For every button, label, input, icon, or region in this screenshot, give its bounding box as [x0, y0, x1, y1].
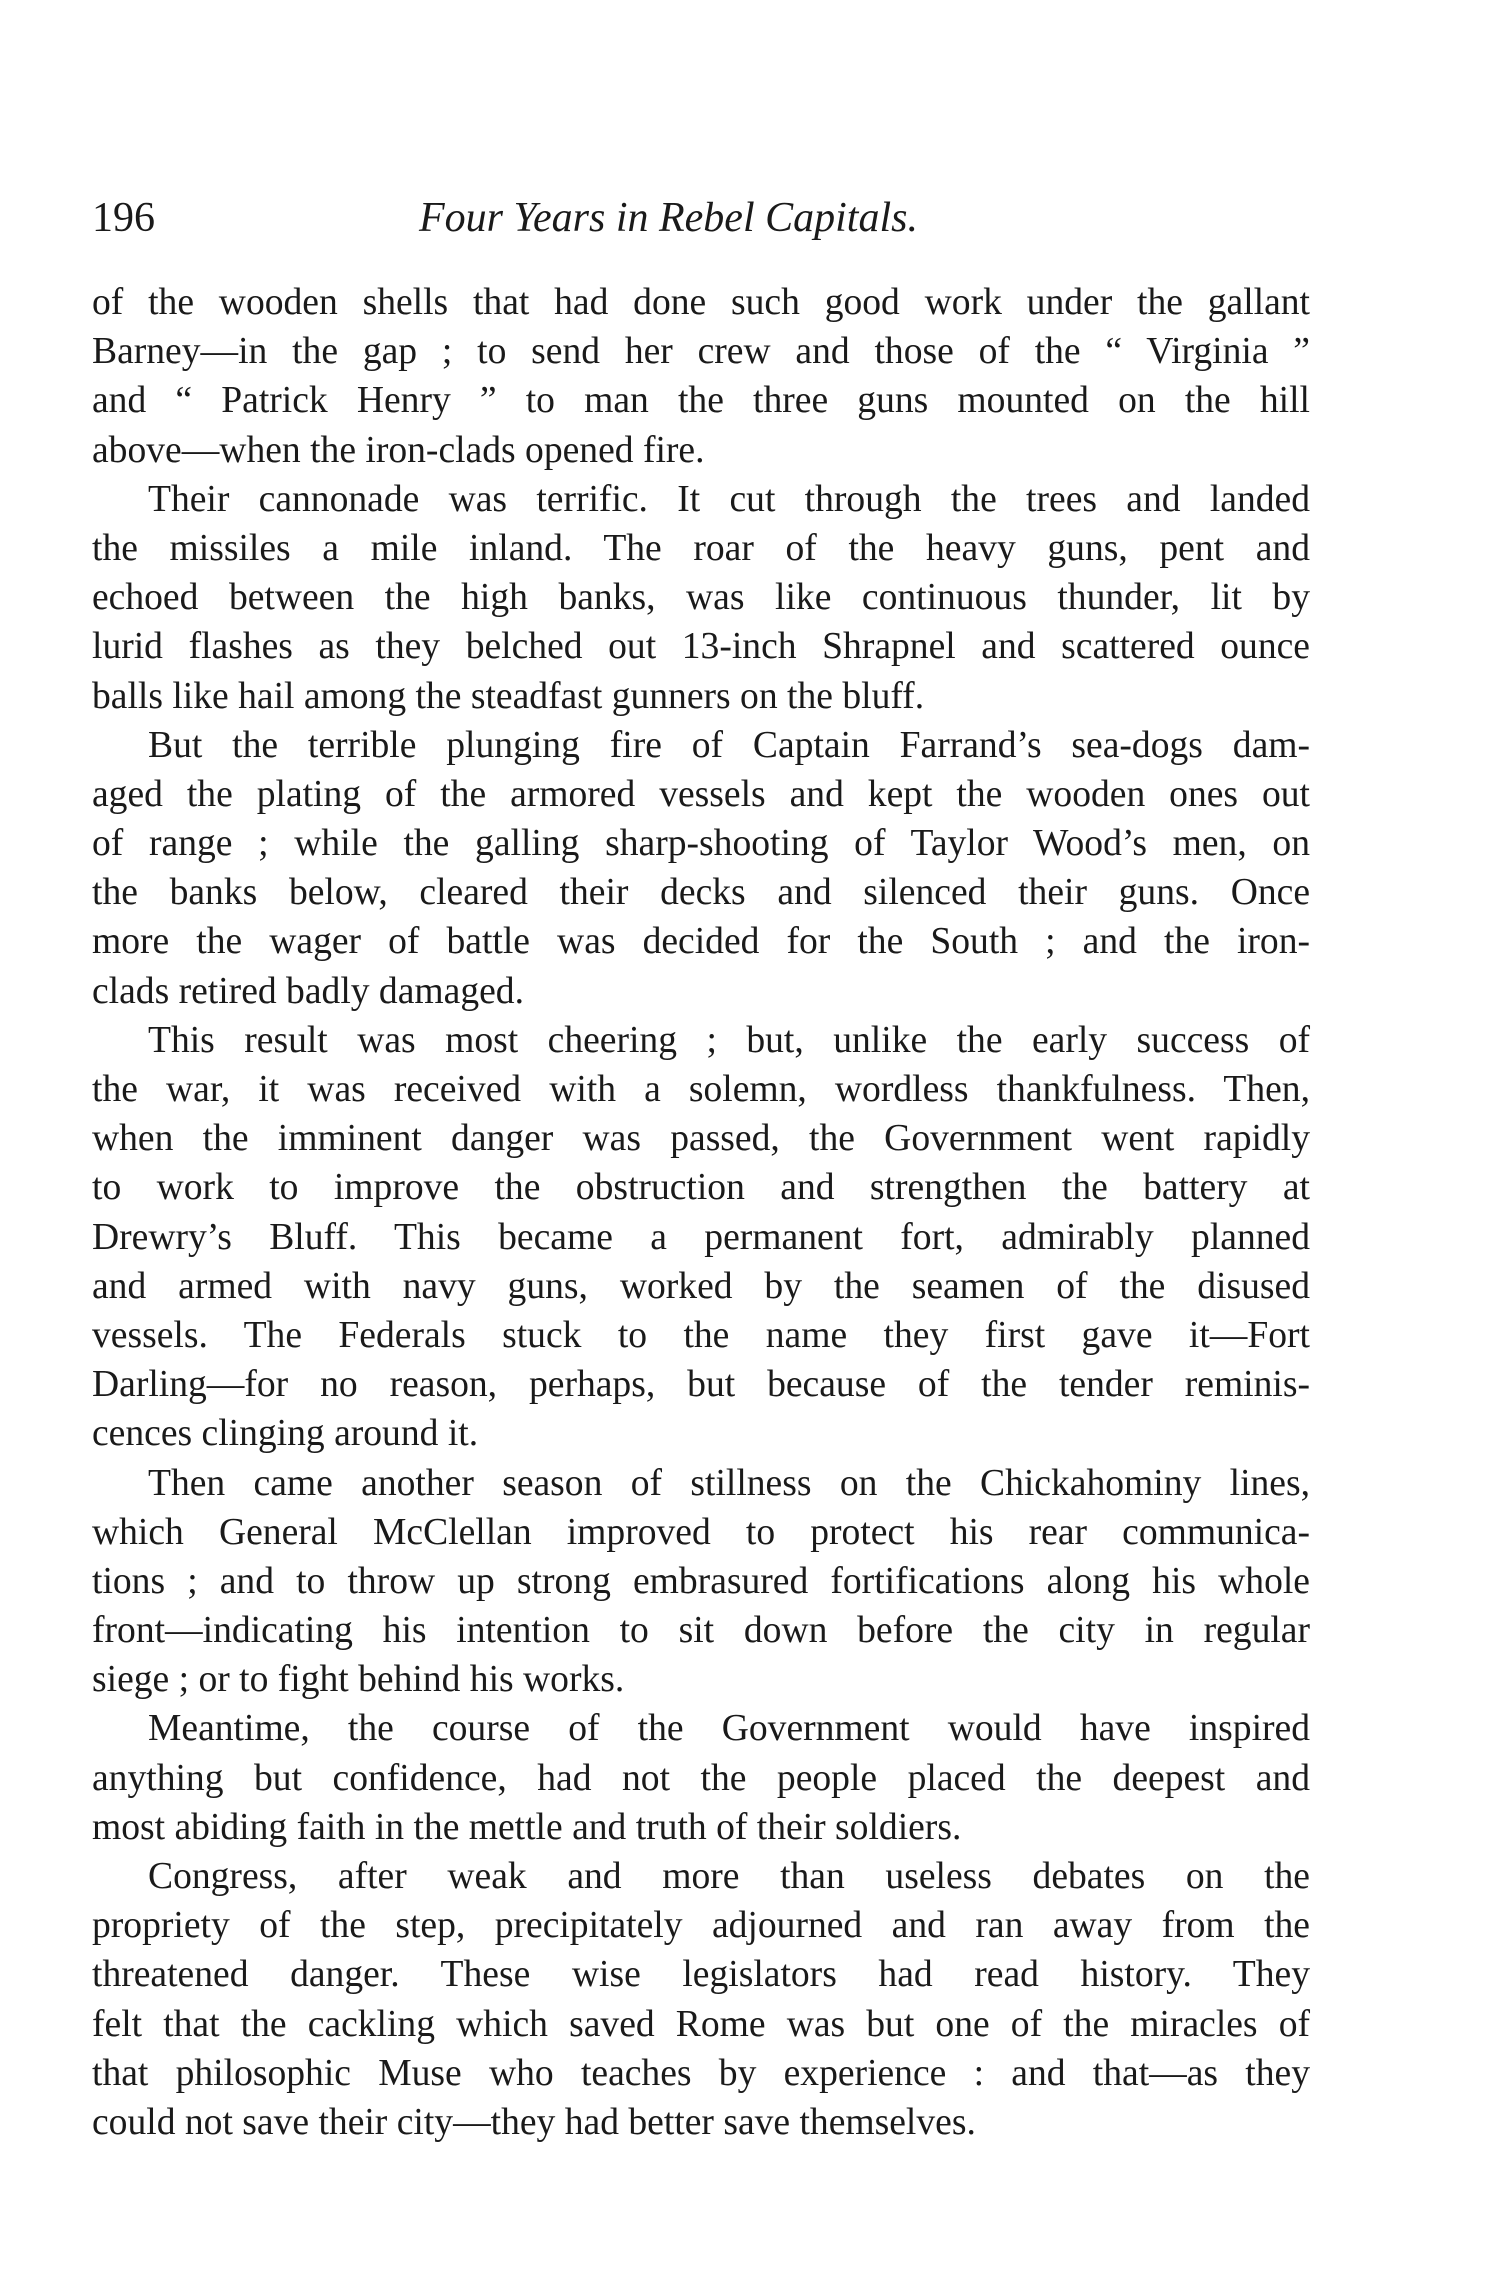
text-line: aged the plating of the armored vessels and kept the wooden ones out	[92, 773, 1310, 815]
text-line: when the imminent danger was passed, the Government went rapidly	[92, 1118, 1310, 1160]
text-line: lurid flashes as they belched out 13-inch Shrapnel and scattered ounce	[92, 626, 1310, 668]
text-line: cences clinging around it.	[92, 1413, 479, 1455]
paragraph	[92, 475, 1310, 721]
text-line: Darling—for no reason, perhaps, but because of the tender reminis-	[92, 1364, 1310, 1406]
text-line: Their cannonade was terrific. It cut through the trees and landed	[148, 478, 1310, 520]
text-line: clads retired badly damaged.	[92, 970, 524, 1012]
text-line: which General McClellan improved to protect his rear communica-	[92, 1511, 1310, 1553]
paragraph	[92, 1704, 1310, 1852]
text-line: This result was most cheering ; but, unlike the early success of	[148, 1019, 1310, 1061]
text-line: threatened danger. These wise legislators had read history. They	[92, 1954, 1310, 1996]
paragraph	[92, 1459, 1310, 1705]
text-line: anything but confidence, had not the people placed the deepest and	[92, 1757, 1310, 1799]
running-title: Four Years in Rebel Capitals.	[419, 195, 918, 241]
text-line: felt that the cackling which saved Rome was but one of the miracles of	[92, 2003, 1310, 2045]
text-line: siege ; or to fight behind his works.	[92, 1659, 625, 1701]
text-line: to work to improve the obstruction and strengthen the battery at	[92, 1167, 1310, 1209]
text-line: more the wager of battle was decided for the South ; and the iron-	[92, 921, 1310, 963]
text-line: that philosophic Muse who teaches by experience : and that—as they	[92, 2052, 1310, 2094]
text-line: Drewry’s Bluff. This became a permanent fort, admirably planned	[92, 1216, 1310, 1258]
body-text	[92, 278, 1310, 2147]
paragraph	[92, 278, 1310, 475]
page-number: 196	[92, 195, 155, 241]
text-line: vessels. The Federals stuck to the name they first gave it—Fort	[92, 1314, 1310, 1356]
text-line: of the wooden shells that had done such good work under the gallant	[92, 282, 1310, 323]
text-line: and armed with navy guns, worked by the seamen of the disused	[92, 1265, 1310, 1307]
text-line: most abiding faith in the mettle and truth of their soldiers.	[92, 1806, 962, 1848]
text-line: above—when the iron-clads opened fire.	[92, 429, 705, 471]
text-line: Then came another season of stillness on the Chickahominy lines,	[148, 1462, 1310, 1504]
text-line: could not save their city—they had better save themselves.	[92, 2101, 976, 2143]
text-line: Congress, after weak and more than useless debates on the	[148, 1856, 1310, 1897]
text-line: tions ; and to throw up strong embrasured fortifications along his whole	[92, 1560, 1310, 1602]
paragraph	[92, 1852, 1310, 2147]
text-line: the banks below, cleared their decks and silenced their guns. Once	[92, 872, 1310, 914]
text-line: balls like hail among the steadfast gunners on the bluff.	[92, 675, 925, 717]
running-head	[92, 188, 1310, 248]
text-line: the missiles a mile inland. The roar of the heavy guns, pent and	[92, 527, 1310, 569]
text-line: the war, it was received with a solemn, wordless thankfulness. Then,	[92, 1069, 1310, 1110]
text-line: But the terrible plunging fire of Captain Farrand’s sea-dogs dam-	[148, 724, 1310, 766]
text-line: and “ Patrick Henry ” to man the three guns mounted on the hill	[92, 380, 1310, 422]
text-line: Meantime, the course of the Government would have inspired	[148, 1708, 1310, 1750]
text-line: echoed between the high banks, was like continuous thunder, lit by	[92, 577, 1310, 619]
text-line: Barney—in the gap ; to send her crew and those of the “ Virginia ”	[92, 331, 1310, 373]
text-line: propriety of the step, precipitately adjourned and ran away from the	[92, 1905, 1310, 1947]
text-line: front—indicating his intention to sit down before the city in regular	[92, 1610, 1310, 1652]
paragraph	[92, 721, 1310, 1016]
paragraph	[92, 1016, 1310, 1459]
text-line: of range ; while the galling sharp-shooting of Taylor Wood’s men, on	[92, 823, 1310, 865]
